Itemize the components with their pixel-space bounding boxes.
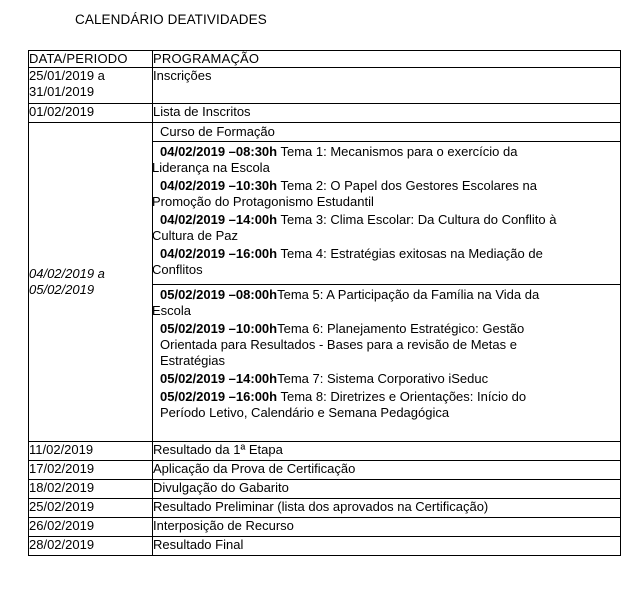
- document-title: CALENDÁRIO DEATIVIDADES: [75, 12, 267, 27]
- row-program: Interposição de Recurso: [153, 518, 621, 537]
- course-session: 05/02/2019 –10:00hTema 6: Planejamento Estratégico: Gestão Orientada para Resultados - Bases para a revisão de Metas e Estratégias: [160, 321, 525, 368]
- course-row: [29, 123, 621, 442]
- course-session: 04/02/2019 –08:30h Tema 1: Mecanismos para o exercício da Liderança na Escola: [152, 144, 518, 175]
- course-session: 05/02/2019 –08:00hTema 5: A Participação da Família na Vida da Escola: [152, 287, 540, 318]
- schedule-table: [28, 50, 621, 556]
- course-day2-block: [153, 285, 620, 441]
- course-day1-block: [153, 142, 620, 285]
- row-program: Resultado da 1ª Etapa: [153, 442, 621, 461]
- header-program: PROGRAMAÇÃO: [153, 51, 621, 68]
- row-date: 11/02/2019: [29, 442, 153, 461]
- row-program: Inscrições: [153, 68, 621, 104]
- row-program: Divulgação do Gabarito: [153, 480, 621, 499]
- course-session: 04/02/2019 –16:00h Tema 4: Estratégias exitosas na Mediação de Conflitos: [152, 246, 543, 277]
- table-row: [29, 480, 621, 499]
- row-date: 01/02/2019: [29, 104, 153, 123]
- header-date: DATA/PERIODO: [29, 51, 153, 68]
- course-session: 04/02/2019 –14:00h Tema 3: Clima Escolar: Da Cultura do Conflito à Cultura de Paz: [152, 212, 557, 243]
- row-program: Resultado Preliminar (lista dos aprovados na Certificação): [153, 499, 621, 518]
- table-row: [29, 499, 621, 518]
- row-date: 28/02/2019: [29, 537, 153, 556]
- course-session: 05/02/2019 –14:00hTema 7: Sistema Corporativo iSeduc: [160, 371, 489, 386]
- table-row: [29, 442, 621, 461]
- course-session: 05/02/2019 –16:00h Tema 8: Diretrizes e Orientações: Início do Período Letivo, Calendário e Semana Pedagógica: [160, 389, 527, 420]
- row-program: Aplicação da Prova de Certificação: [153, 461, 621, 480]
- row-date: 17/02/2019: [29, 461, 153, 480]
- table-row: [29, 68, 621, 104]
- row-program: Resultado Final: [153, 537, 621, 556]
- row-date: 25/01/2019 a 31/01/2019: [29, 68, 153, 104]
- table-header-row: [29, 51, 621, 68]
- course-title: Curso de Formação: [153, 123, 620, 142]
- table-row: [29, 518, 621, 537]
- table-row: [29, 104, 621, 123]
- table-row: [29, 537, 621, 556]
- row-date: 26/02/2019: [29, 518, 153, 537]
- row-date: 18/02/2019: [29, 480, 153, 499]
- course-program: [153, 123, 621, 442]
- row-date: 25/02/2019: [29, 499, 153, 518]
- row-program: Lista de Inscritos: [153, 104, 621, 123]
- course-date: 04/02/2019 a 05/02/2019: [29, 123, 153, 442]
- course-session: 04/02/2019 –10:30h Tema 2: O Papel dos Gestores Escolares na Promoção do Protagonismo Estudantil: [152, 178, 538, 209]
- table-row: [29, 461, 621, 480]
